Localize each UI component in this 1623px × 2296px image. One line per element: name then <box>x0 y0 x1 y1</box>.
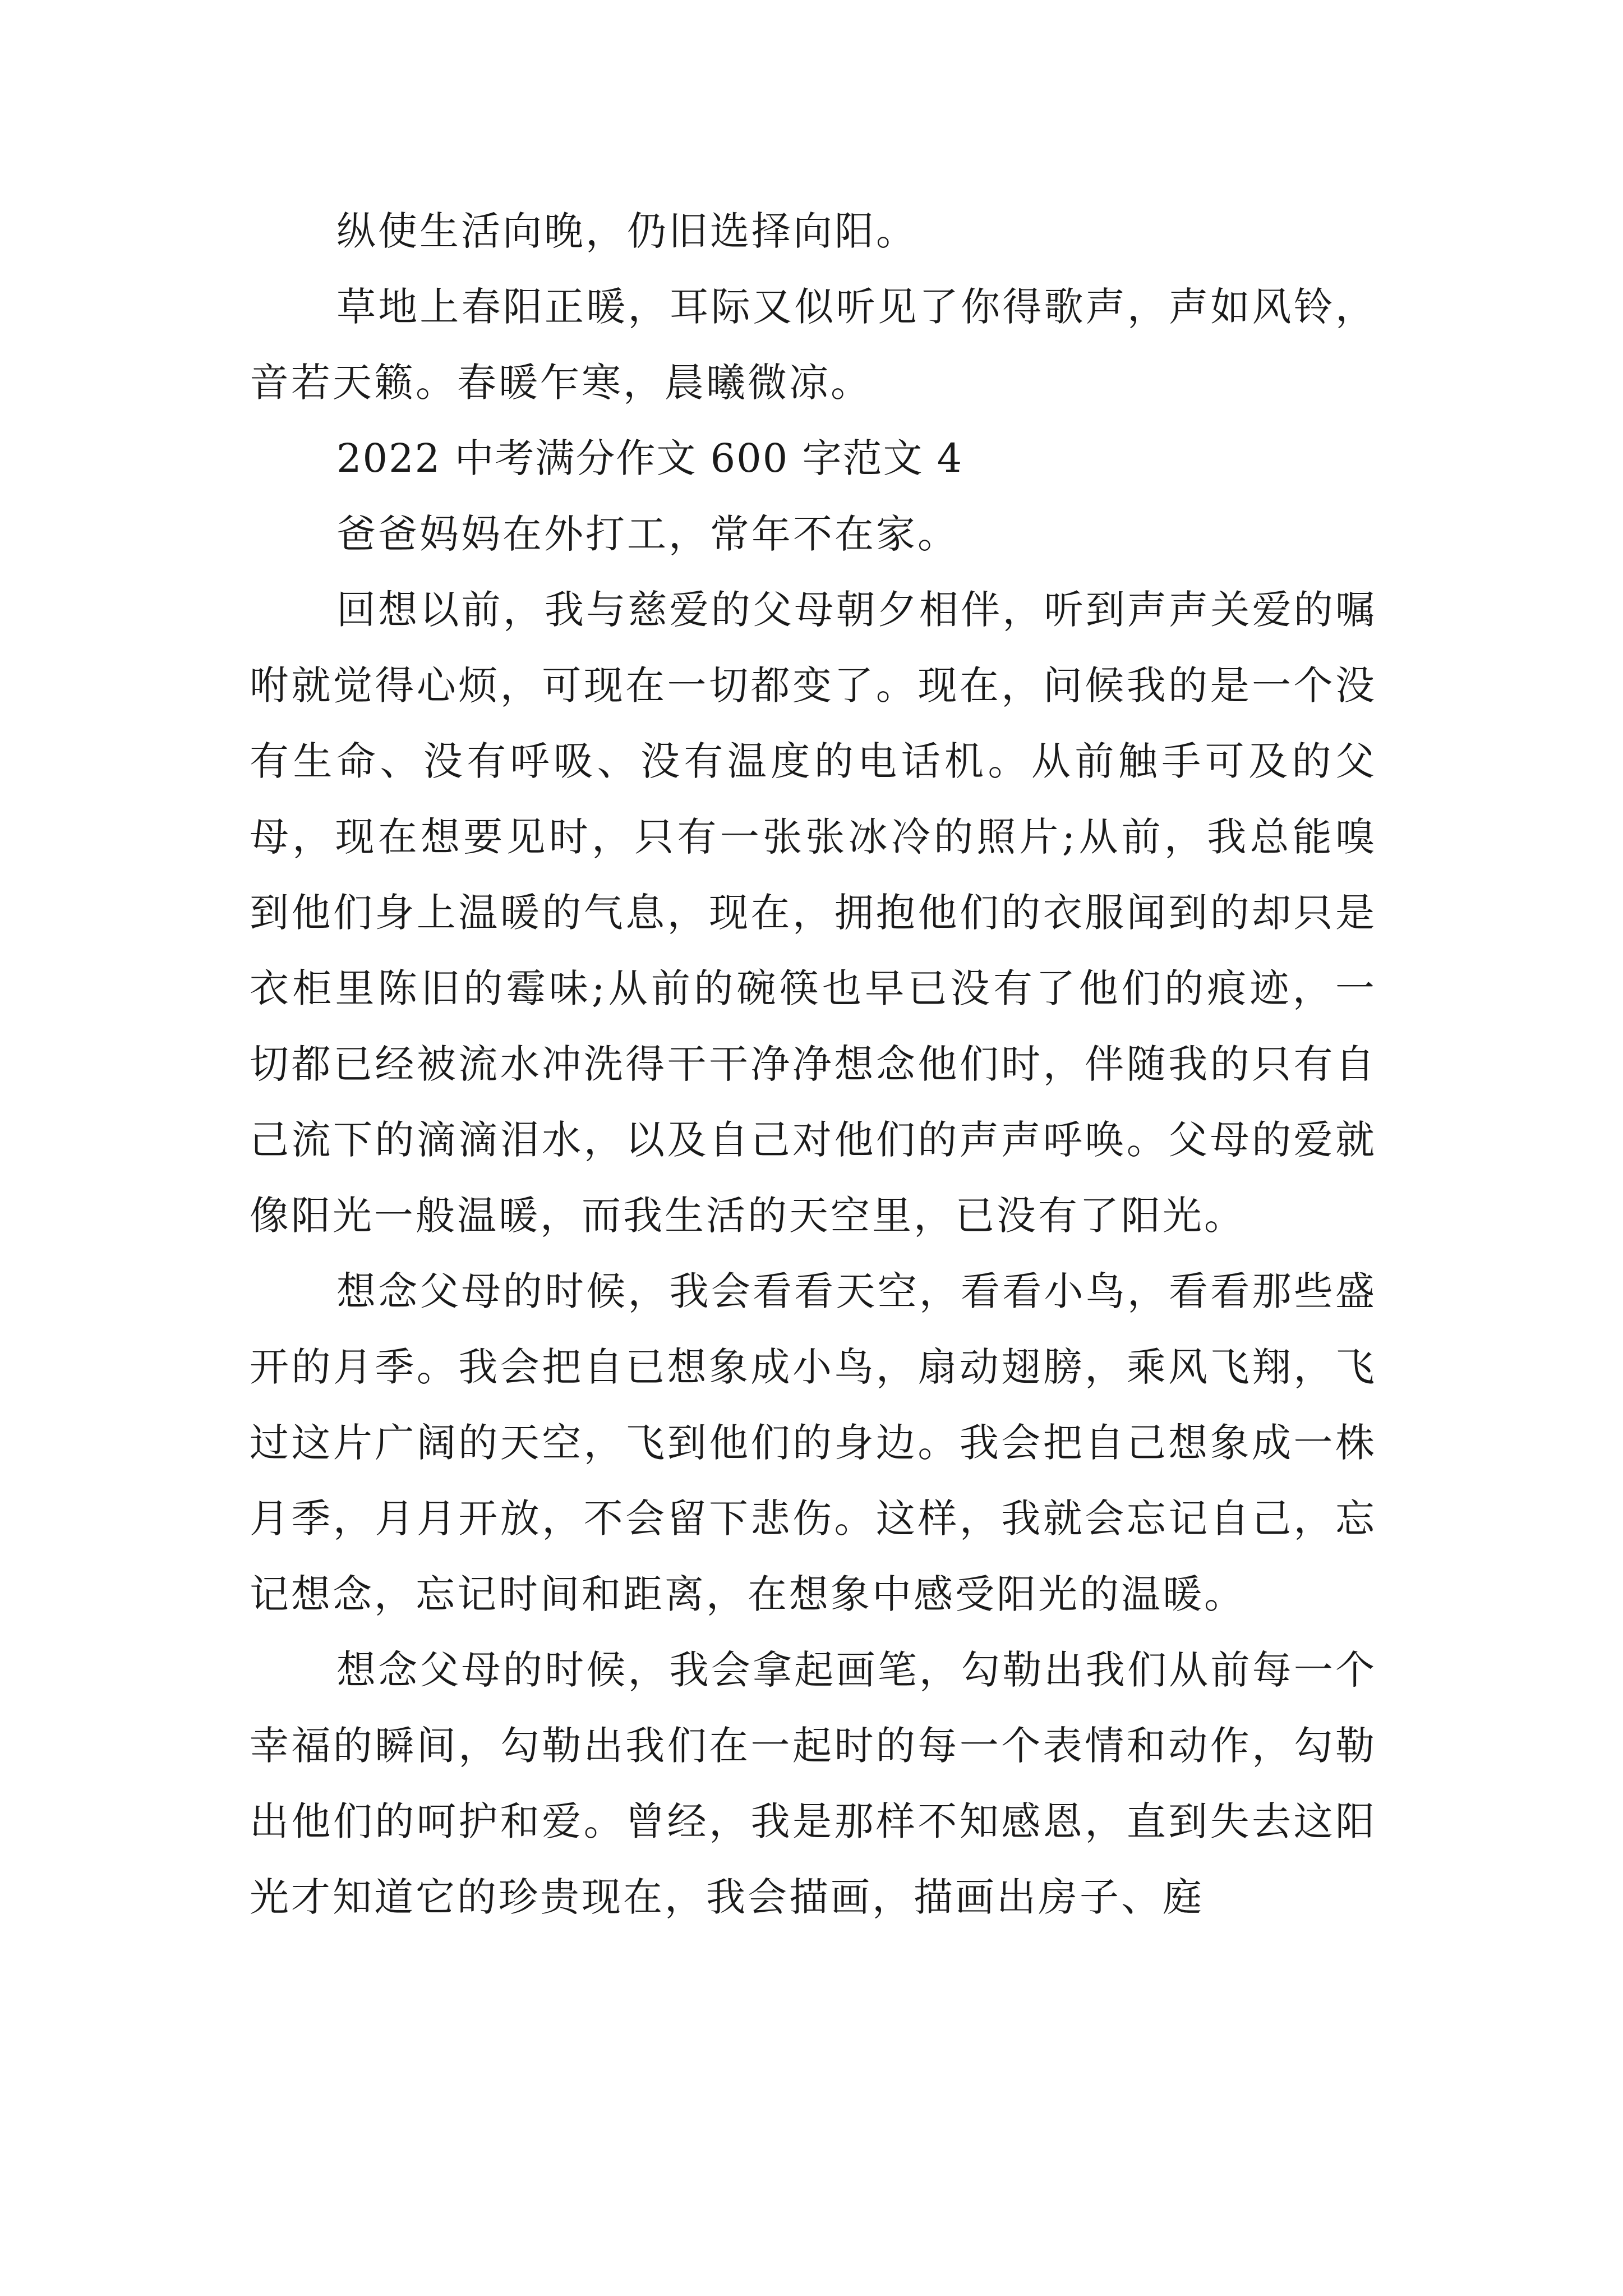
paragraph-4: 回想以前，我与慈爱的父母朝夕相伴，听到声声关爱的嘱咐就觉得心烦，可现在一切都变了。现在，问候我的是一个没有生命、没有呼吸、没有温度的电话机。从前触手可及的父母，现在想要见时，只有一张张冰冷的照片;从前，我总能嗅到他们身上温暖的气息，现在，拥抱他们的衣服闻到的却只是衣柜里陈旧的霉味;从前的碗筷也早已没有了他们的痕迹，一切都已经被流水冲洗得干干净净想念他们时，伴随我的只有自己流下的滴滴泪水，以及自己对他们的声声呼唤。父母的爱就像阳光一般温暖，而我生活的天空里，已没有了阳光。 <box>250 587 1377 1239</box>
paragraph-3: 爸爸妈妈在外打工，常年不在家。 <box>336 511 959 557</box>
paragraph-5: 想念父母的时候，我会看看天空，看看小鸟，看看那些盛开的月季。我会把自已想象成小鸟，扇动翅膀，乘风飞翔，飞过这片广阔的天空，飞到他们的身边。我会把自己想象成一株月季，月月开放，不会留下悲伤。这样，我就会忘记自己，忘记想念，忘记时间和距离，在想象中感受阳光的温暖。 <box>250 1268 1377 1617</box>
paragraph-6: 想念父母的时候，我会拿起画笔，勾勒出我们从前每一个幸福的瞬间，勾勒出我们在一起时的每一个表情和动作，勾勒出他们的呵护和爱。曾经，我是那样不知感恩，直到失去这阳光才知道它的珍贵现在，我会描画，描画出房子、庭 <box>250 1647 1377 1920</box>
paragraph-2: 草地上春阳正暖，耳际又似听见了你得歌声，声如风铃，音若天籁。春暖乍寒，晨曦微凉。 <box>250 284 1377 406</box>
paragraph-1: 纵使生活向晚，仍旧选择向阳。 <box>336 208 917 254</box>
essay-heading: 2022 中考满分作文 600 字范文 4 <box>336 435 963 481</box>
essay-text <box>250 194 1377 1935</box>
